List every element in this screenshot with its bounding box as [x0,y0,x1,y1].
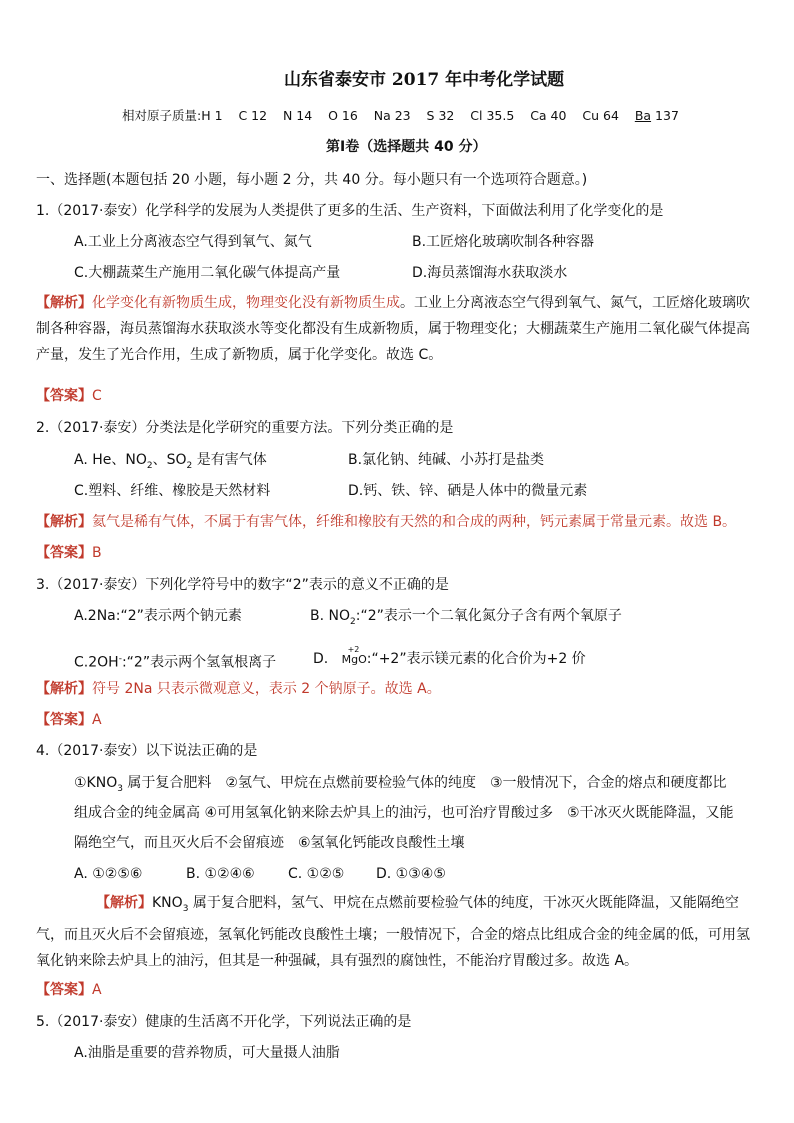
q2-option-d: D.钙、铁、锌、硒是人体中的微量元素 [348,483,588,499]
atomic-masses-label: 相对原子质量: [122,108,202,123]
q2-option-c: C.塑料、纤维、橡胶是天然材料 [74,483,271,499]
q4-line1-part2: 属于复合肥料 ②氢气、甲烷在点燃前要检验气体的纯度 ③一般情况下，合金的熔点和硬度都比 [122,775,727,791]
q3-answer [36,710,102,730]
q1-analysis-highlight: 化学变化有新物质生成，物理变化没有新物质生成 [92,295,400,311]
q4-analysis-label: 【解析】 [96,895,152,911]
atomic-mass-s: S 32 [426,108,455,123]
q3-option-c-sup: - [118,654,122,664]
q3-analysis-text: 符号 2Na 只表示微观意义，表示 2 个钠原子。故选 A。 [92,681,441,697]
q4-analysis-sub: 3 [182,903,189,914]
q4-option-c: C. ①②⑤ [288,866,345,882]
q3-option-b [310,606,622,632]
atomic-mass-o: O 16 [328,108,358,123]
q3-answer-label: 【答案】 [36,712,92,728]
q1-answer [36,386,102,406]
q3-option-d-formula [341,645,367,670]
q3-option-d-formula-text: MgO [341,653,367,666]
exam-title: 山东省泰安市 2017 年中考化学试题 [284,70,565,90]
q4-answer [36,980,102,1000]
q2-option-a-sub2: 2 [186,460,193,471]
q4-answer-label: 【答案】 [36,982,92,998]
q1-option-a: A.工业上分离液态空气得到氧气、氮气 [74,234,312,250]
q4-option-d: D. ①③④⑤ [376,866,446,882]
q5-stem: 5.（2017·泰安）健康的生活离不开化学，下列说法正确的是 [36,1014,412,1030]
q4-statement-line1 [74,773,727,799]
q3-option-c-part2: :“2”表示两个氢氧根离子 [121,654,277,671]
q3-option-b-part1: B. NO [310,608,350,624]
q1-option-c: C.大棚蔬菜生产施用二氧化碳气体提高产量 [74,265,341,281]
q4-answer-value: A [92,982,102,998]
q2-answer [36,543,102,563]
q1-option-d: D.海员蒸馏海水获取淡水 [412,265,568,281]
q1-analysis [36,290,751,368]
q3-option-d [313,645,586,670]
q3-analysis [36,679,441,699]
atomic-mass-n: N 14 [282,108,313,123]
q4-line1-sub: 3 [117,783,123,794]
q3-option-c-part1: C.2OH [74,654,119,671]
q4-statement-line3: 隔绝空气，而且灭火后不会留痕迹 ⑥氢氧化钙能改良酸性土壤 [74,835,465,851]
atomic-mass-ca: Ca 40 [530,108,567,123]
q1-answer-label: 【答案】 [36,388,92,404]
q2-option-a-part2: 、SO [152,452,187,468]
instructions: 一、选择题(本题包括 20 小题，每小题 2 分，共 40 分。每小题只有一个选项符合题意。) [36,172,588,188]
q4-analysis [36,890,751,974]
q1-stem: 1.（2017·泰安）化学科学的发展为人类提供了更多的生活、生产资料，下面做法利用了化学变化的是 [36,203,664,219]
q3-analysis-label: 【解析】 [36,681,92,697]
q1-option-b: B.工匠熔化玻璃吹制各种容器 [412,234,595,250]
q3-option-d-charge: +2 [347,645,360,654]
atomic-mass-ba-value: 137 [655,108,679,123]
q1-analysis-text: 。工业上分离液态空气得到氧气、氮气，工匠熔化玻璃吹制各种容器，海员蒸馏海水获取淡水等变化都没有生成新物质，属于物理变化；大棚蔬菜生产施用二氧化碳气体提高产量，发生了光合作用，生成了新物质，属于化学变化。故选 C。 [36,295,750,363]
q4-stem: 4.（2017·泰安）以下说法正确的是 [36,743,258,759]
q1-answer-value: C [92,388,102,404]
q3-option-b-sub: 2 [350,616,356,627]
q3-stem: 3.（2017·泰安）下列化学符号中的数字“2”表示的意义不正确的是 [36,577,449,593]
q4-analysis-part2: 属于复合肥料，氢气、甲烷在点燃前要检验气体的纯度，干冰灭火既能降温，又能隔绝空气，而且灭火后不会留痕迹，氢氧化钙能改良酸性土壤；一般情况下，合金的熔点比组成合金的纯金属的低，可用氢氧化钠来除去炉具上的油污，但其是一种强碱，具有强烈的腐蚀性，不能治疗胃酸过多。故选 A。 [36,895,750,969]
q2-answer-label: 【答案】 [36,545,92,561]
atomic-mass-cu: Cu 64 [582,108,619,123]
atomic-mass-na: Na 23 [373,108,411,123]
q2-option-a-part1: A. He、NO [74,452,147,468]
q3-answer-value: A [92,712,102,728]
atomic-mass-h: H 1 [201,108,223,123]
q3-option-c [74,649,276,673]
q2-stem: 2.（2017·泰安）分类法是化学研究的重要方法。下列分类正确的是 [36,420,454,436]
q3-option-b-part2: :“2”表示一个二氧化氮分子含有两个氧原子 [355,608,622,624]
q2-analysis-label: 【解析】 [36,514,92,530]
q2-option-a [74,450,267,476]
atomic-masses-line [122,106,679,126]
q4-analysis-part1: KNO [152,895,183,911]
q2-option-a-sub1: 2 [146,460,153,471]
atomic-mass-cl: Cl 35.5 [470,108,515,123]
atomic-mass-ba-symbol: Ba [634,108,652,123]
q2-analysis-text: 氦气是稀有气体，不属于有害气体，纤维和橡胶有天然的和合成的两种，钙元素属于常量元素。故选 B。 [92,514,737,530]
q3-option-d-label: D. [313,651,329,667]
section-title: 第Ⅰ卷（选择题共 40 分） [326,139,487,155]
q5-option-a: A.油脂是重要的营养物质，可大量摄人油脂 [74,1045,340,1061]
q4-statement-line2: 组成合金的纯金属高 ④可用氢氧化钠来除去炉具上的油污，也可治疗胃酸过多 ⑤干冰灭火既能降温，又能 [74,805,734,821]
q3-option-d-text: :“+2”表示镁元素的化合价为+2 价 [366,651,586,667]
q4-option-b: B. ①②④⑥ [186,866,255,882]
q4-option-a: A. ①②⑤⑥ [74,866,143,882]
q4-line1-part1: ①KNO [74,775,118,791]
q2-option-a-part3: 是有害气体 [192,452,267,468]
q3-option-a: A.2Na:“2”表示两个钠元素 [74,608,242,624]
q2-analysis [36,512,736,532]
q2-option-b: B.氯化钠、纯碱、小苏打是盐类 [348,452,545,468]
q2-answer-value: B [92,545,102,561]
q1-analysis-label: 【解析】 [36,295,92,311]
atomic-mass-c: C 12 [238,108,268,123]
